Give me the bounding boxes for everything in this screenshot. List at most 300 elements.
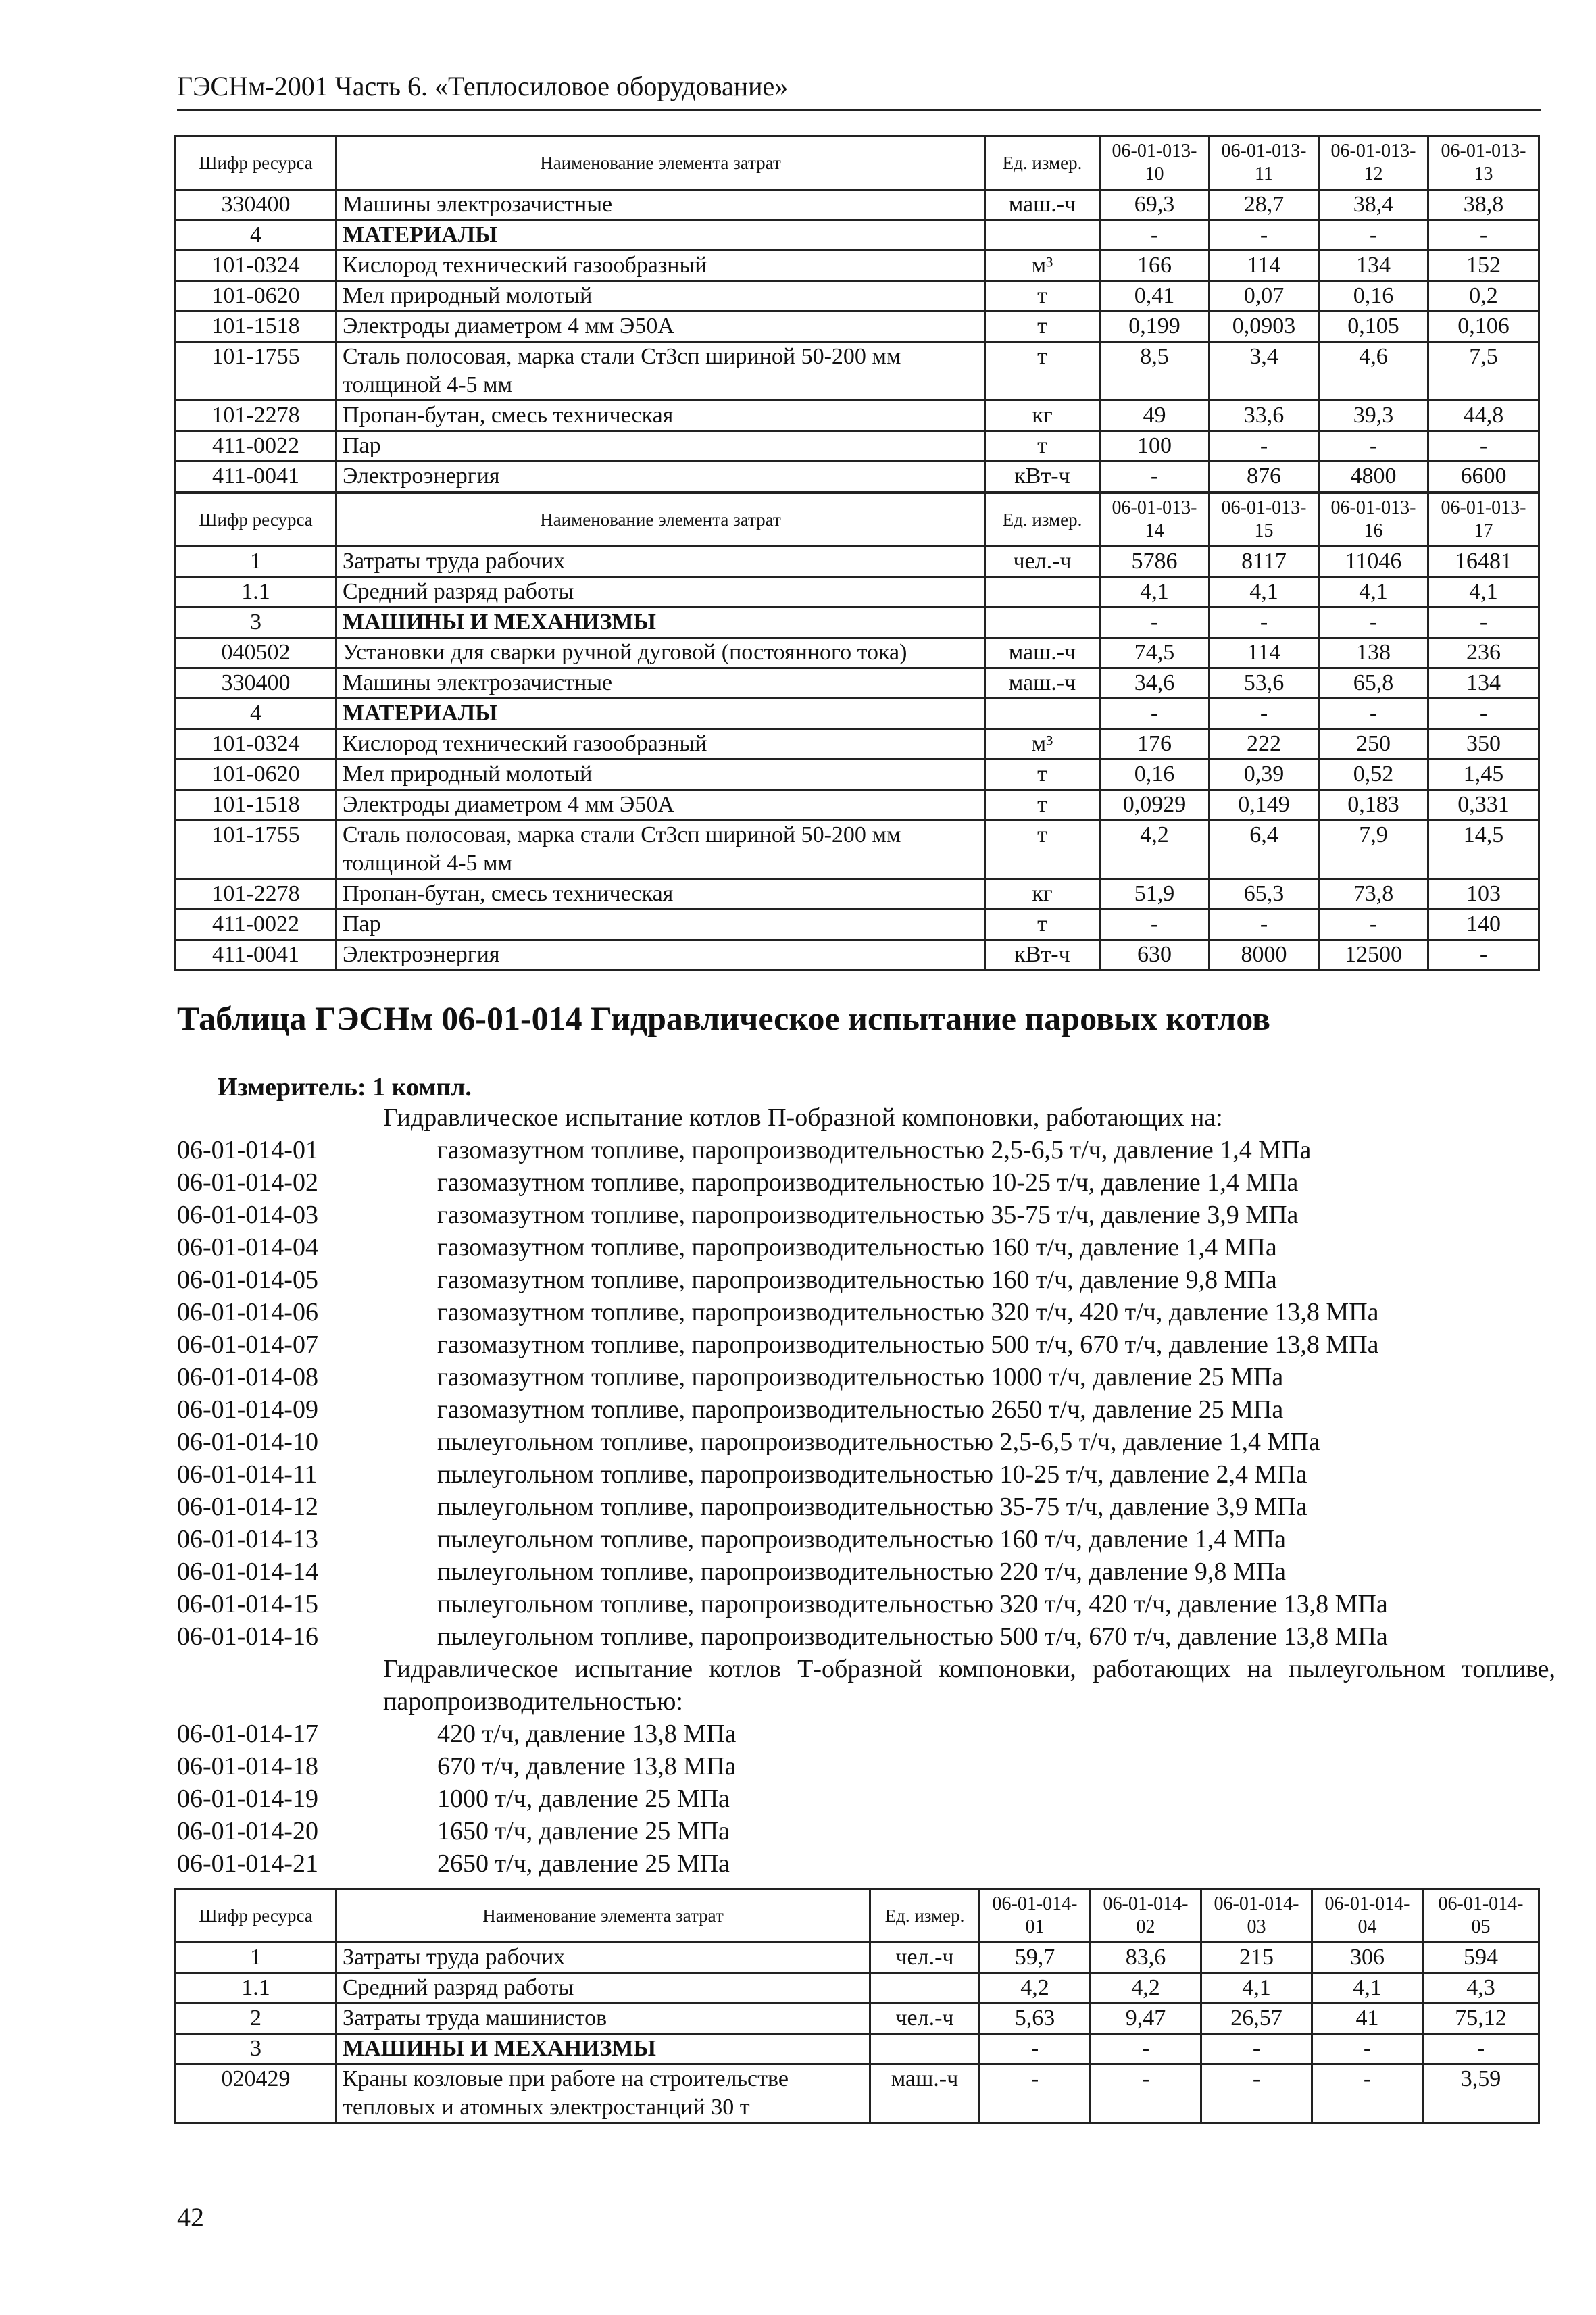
unit-cell: т [985,820,1100,879]
resource-code: 3 [176,607,336,638]
table-row [176,940,1539,970]
resource-code: 3 [176,2034,336,2064]
resource-name: Пар [336,910,985,940]
item-code: 06-01-014-01 [177,1136,318,1164]
item-text: газомазутном топливе, паропроизводительностью 2650 т/ч, давление 25 МПа [437,1395,1284,1424]
list-item [177,1199,1555,1231]
value-cell: - [1319,220,1428,251]
resource-code: 020429 [176,2064,336,2123]
header-code: Шифр ресурса [176,493,336,547]
header-code: Шифр ресурса [176,1889,336,1943]
value-cell: - [1319,910,1428,940]
list-item [177,1588,1555,1620]
table-row [176,638,1539,668]
item-text: 2650 т/ч, давление 25 МПа [437,1849,730,1878]
value-cell: 134 [1319,251,1428,281]
list-intro-p: Гидравлическое испытание котлов П-образной компоновки, работающих на: [383,1103,1223,1132]
item-code: 06-01-014-07 [177,1330,318,1359]
unit-cell: т [985,910,1100,940]
resource-name: Установки для сварки ручной дуговой (постоянного тока) [336,638,985,668]
resource-name: Кислород технический газообразный [336,251,985,281]
value-cell: 4,6 [1319,342,1428,401]
table-row [176,1973,1539,2003]
value-cell: 4,2 [1091,1973,1201,2003]
value-cell: 11046 [1319,547,1428,577]
header-code: Шифр ресурса [176,136,336,190]
item-code: 06-01-014-09 [177,1395,318,1424]
value-cell: 49 [1100,401,1210,431]
list-item [177,1166,1555,1199]
value-cell: 4,1 [1201,1973,1312,2003]
value-cell: 4,2 [1100,820,1210,879]
resource-code: 101-1518 [176,312,336,342]
item-text: газомазутном топливе, паропроизводительностью 35-75 т/ч, давление 3,9 МПа [437,1201,1299,1229]
table-row [176,462,1539,492]
item-text: газомазутном топливе, паропроизводительностью 10-25 т/ч, давление 1,4 МПа [437,1168,1299,1197]
header-unit: Ед. измер. [985,136,1100,190]
unit-cell: т [985,342,1100,401]
list-item [177,1328,1555,1361]
list-item [177,1458,1555,1491]
header-col: 06-01-014-04 [1312,1889,1423,1943]
item-code: 06-01-014-05 [177,1266,318,1294]
value-cell: 100 [1100,431,1210,462]
value-cell: 0,16 [1100,760,1210,790]
item-code: 06-01-014-21 [177,1849,318,1878]
unit-cell: чел.-ч [870,2003,980,2034]
value-cell: 0,41 [1100,281,1210,312]
value-cell: 12500 [1319,940,1428,970]
value-cell: 83,6 [1091,1943,1201,1973]
resource-name: Кислород технический газообразный [336,729,985,760]
value-cell: 51,9 [1100,879,1210,910]
item-text: газомазутном топливе, паропроизводительностью 160 т/ч, давление 1,4 МПа [437,1233,1277,1262]
value-cell: 8000 [1210,940,1319,970]
header-col: 06-01-014-02 [1091,1889,1201,1943]
item-code: 06-01-014-20 [177,1817,318,1845]
unit-cell: м³ [985,251,1100,281]
resource-name: Мел природный молотый [336,760,985,790]
header-name: Наименование элемента затрат [336,1889,870,1943]
unit-cell: чел.-ч [870,1943,980,1973]
item-text: газомазутном топливе, паропроизводительностью 1000 т/ч, давление 25 МПа [437,1363,1284,1391]
resource-name: Краны козловые при работе на строительстве тепловых и атомных электростанций 30 т [336,2064,870,2123]
value-cell: 0,149 [1210,790,1319,820]
value-cell: 5,63 [980,2003,1091,2034]
table-row [176,820,1539,879]
value-cell: - [1100,699,1210,729]
value-cell: 6600 [1428,462,1539,492]
header-unit: Ед. измер. [870,1889,980,1943]
value-cell: 0,52 [1319,760,1428,790]
list-item [177,1393,1555,1426]
header-col: 06-01-013-12 [1319,136,1428,190]
resource-code: 4 [176,220,336,251]
item-code: 06-01-014-10 [177,1428,318,1456]
value-cell: 176 [1100,729,1210,760]
value-cell: 140 [1428,910,1539,940]
resource-code: 101-0324 [176,251,336,281]
value-cell: - [1428,431,1539,462]
header-col: 06-01-013-14 [1100,493,1210,547]
unit-cell [985,577,1100,607]
item-code: 06-01-014-03 [177,1201,318,1229]
table-row [176,2034,1539,2064]
value-cell: - [1319,607,1428,638]
item-code: 06-01-014-04 [177,1233,318,1262]
list-item [177,1718,1555,1750]
page-number: 42 [177,2202,204,2233]
header-col: 06-01-013-17 [1428,493,1539,547]
value-cell: 0,39 [1210,760,1319,790]
value-cell: 74,5 [1100,638,1210,668]
value-cell: 250 [1319,729,1428,760]
resource-table-013-10-13 [174,135,1540,493]
resource-code: 330400 [176,668,336,699]
value-cell: - [1091,2034,1201,2064]
value-cell: 4,1 [1210,577,1319,607]
list-item [177,1426,1555,1458]
value-cell: 73,8 [1319,879,1428,910]
resource-name: Сталь полосовая, марка стали Ст3сп шириной 50-200 мм толщиной 4-5 мм [336,342,985,401]
item-code: 06-01-014-08 [177,1363,318,1391]
norm-list [177,1101,1555,1880]
item-code: 06-01-014-02 [177,1168,318,1197]
item-code: 06-01-014-14 [177,1558,318,1586]
value-cell: 39,3 [1319,401,1428,431]
resource-code: 1 [176,1943,336,1973]
resource-code: 101-2278 [176,401,336,431]
unit-cell: кВт-ч [985,462,1100,492]
value-cell: - [1201,2064,1312,2123]
resource-code: 101-0620 [176,281,336,312]
value-cell: 0,16 [1319,281,1428,312]
value-cell: 114 [1210,638,1319,668]
unit-cell: маш.-ч [985,668,1100,699]
value-cell: - [1100,220,1210,251]
value-cell: - [1428,607,1539,638]
value-cell: 166 [1100,251,1210,281]
value-cell: 44,8 [1428,401,1539,431]
value-cell: 8117 [1210,547,1319,577]
resource-code: 101-1755 [176,820,336,879]
value-cell: - [980,2064,1091,2123]
item-code: 06-01-014-16 [177,1622,318,1651]
resource-name: Мел природный молотый [336,281,985,312]
value-cell: 65,8 [1319,668,1428,699]
resource-name: Средний разряд работы [336,577,985,607]
unit-cell: т [985,790,1100,820]
unit-cell: чел.-ч [985,547,1100,577]
value-cell: 65,3 [1210,879,1319,910]
list-item [177,1523,1555,1555]
table-row [176,312,1539,342]
resource-name: Электроды диаметром 4 мм Э50А [336,790,985,820]
resource-name: Пар [336,431,985,462]
item-text: газомазутном топливе, паропроизводительностью 160 т/ч, давление 9,8 МПа [437,1266,1277,1294]
value-cell: 1,45 [1428,760,1539,790]
resource-code: 101-1755 [176,342,336,401]
table-row [176,760,1539,790]
item-code: 06-01-014-06 [177,1298,318,1326]
unit-cell: т [985,431,1100,462]
resource-name: Электроэнергия [336,940,985,970]
value-cell: 75,12 [1423,2003,1539,2034]
unit-cell: т [985,760,1100,790]
unit-cell: м³ [985,729,1100,760]
resource-name: Машины электрозачистные [336,190,985,220]
value-cell: 103 [1428,879,1539,910]
list-item [177,1783,1555,1815]
header-col: 06-01-014-01 [980,1889,1091,1943]
item-text: пылеугольном топливе, паропроизводительностью 220 т/ч, давление 9,8 МПа [437,1558,1286,1586]
value-cell: 59,7 [980,1943,1091,1973]
value-cell: - [1319,699,1428,729]
resource-code: 411-0022 [176,431,336,462]
value-cell: 69,3 [1100,190,1210,220]
resource-code: 1 [176,547,336,577]
table-row [176,910,1539,940]
unit-cell: кВт-ч [985,940,1100,970]
value-cell: 33,6 [1210,401,1319,431]
value-cell: 28,7 [1210,190,1319,220]
resource-name: Электроэнергия [336,462,985,492]
section-heading: МАТЕРИАЛЫ [336,699,985,729]
resource-code: 040502 [176,638,336,668]
unit-cell: кг [985,401,1100,431]
value-cell: 53,6 [1210,668,1319,699]
item-text: газомазутном топливе, паропроизводительностью 320 т/ч, 420 т/ч, давление 13,8 МПа [437,1298,1379,1326]
resource-name: Затраты труда машинистов [336,2003,870,2034]
item-code: 06-01-014-18 [177,1752,318,1781]
item-text: 420 т/ч, давление 13,8 МПа [437,1720,737,1748]
list-item [177,1491,1555,1523]
unit-cell [870,1973,980,2003]
header-col: 06-01-014-05 [1423,1889,1539,1943]
header-name: Наименование элемента затрат [336,136,985,190]
value-cell: 138 [1319,638,1428,668]
list-item [177,1847,1555,1880]
value-cell: 114 [1210,251,1319,281]
value-cell: - [1100,462,1210,492]
table-row [176,2003,1539,2034]
item-text: пылеугольном топливе, паропроизводительностью 160 т/ч, давление 1,4 МПа [437,1525,1286,1553]
resource-code: 411-0022 [176,910,336,940]
value-cell: 134 [1428,668,1539,699]
value-cell: - [980,2034,1091,2064]
table-row [176,547,1539,577]
section-heading: МАТЕРИАЛЫ [336,220,985,251]
measure-unit: Измеритель: 1 компл. [218,1073,472,1101]
value-cell: - [1091,2064,1201,2123]
unit-cell [985,220,1100,251]
value-cell: 38,4 [1319,190,1428,220]
value-cell: - [1319,431,1428,462]
value-cell: 0,07 [1210,281,1319,312]
table-row [176,577,1539,607]
unit-cell [985,699,1100,729]
item-text: пылеугольном топливе, паропроизводительностью 10-25 т/ч, давление 2,4 МПа [437,1460,1307,1489]
item-code: 06-01-014-12 [177,1493,318,1521]
value-cell: 6,4 [1210,820,1319,879]
list-item [177,1296,1555,1328]
unit-cell [870,2034,980,2064]
resource-code: 101-0324 [176,729,336,760]
resource-code: 4 [176,699,336,729]
resource-name: Затраты труда рабочих [336,1943,870,1973]
resource-name: Пропан-бутан, смесь техническая [336,879,985,910]
value-cell: 4800 [1319,462,1428,492]
unit-cell [985,607,1100,638]
resource-code: 1.1 [176,1973,336,2003]
list-item [177,1555,1555,1588]
value-cell: - [1210,699,1319,729]
table-row [176,790,1539,820]
value-cell: 14,5 [1428,820,1539,879]
item-text: пылеугольном топливе, паропроизводительностью 35-75 т/ч, давление 3,9 МПа [437,1493,1307,1521]
unit-cell: т [985,281,1100,312]
item-code: 06-01-014-15 [177,1590,318,1618]
table-row [176,281,1539,312]
value-cell: - [1100,607,1210,638]
value-cell: - [1210,220,1319,251]
value-cell: 4,3 [1423,1973,1539,2003]
value-cell: - [1428,699,1539,729]
header-rule [177,109,1541,111]
value-cell: 0,183 [1319,790,1428,820]
header-col: 06-01-014-03 [1201,1889,1312,1943]
resource-name: Пропан-бутан, смесь техническая [336,401,985,431]
table-row [176,607,1539,638]
value-cell: 16481 [1428,547,1539,577]
value-cell: 4,1 [1428,577,1539,607]
unit-cell: т [985,312,1100,342]
resource-code: 2 [176,2003,336,2034]
table-row [176,1943,1539,1973]
value-cell: 222 [1210,729,1319,760]
value-cell: 215 [1201,1943,1312,1973]
resource-name: Средний разряд работы [336,1973,870,2003]
list-item [177,1815,1555,1847]
unit-cell: маш.-ч [985,190,1100,220]
value-cell: 0,106 [1428,312,1539,342]
resource-code: 411-0041 [176,940,336,970]
value-cell: 630 [1100,940,1210,970]
table-row [176,2064,1539,2123]
value-cell: 3,59 [1423,2064,1539,2123]
value-cell: 38,8 [1428,190,1539,220]
value-cell: - [1312,2064,1423,2123]
list-item [177,1231,1555,1264]
header-col: 06-01-013-16 [1319,493,1428,547]
value-cell: 8,5 [1100,342,1210,401]
value-cell: 306 [1312,1943,1423,1973]
resource-code: 411-0041 [176,462,336,492]
list-item [177,1620,1555,1653]
value-cell: - [1210,431,1319,462]
unit-cell: кг [985,879,1100,910]
value-cell: - [1312,2034,1423,2064]
table-row [176,220,1539,251]
item-text: 1650 т/ч, давление 25 МПа [437,1817,730,1845]
value-cell: 34,6 [1100,668,1210,699]
value-cell: 0,0903 [1210,312,1319,342]
value-cell: 3,4 [1210,342,1319,401]
resource-code: 330400 [176,190,336,220]
value-cell: 4,1 [1312,1973,1423,2003]
value-cell: - [1100,910,1210,940]
value-cell: - [1428,220,1539,251]
resource-code: 101-1518 [176,790,336,820]
item-text: газомазутном топливе, паропроизводительностью 2,5-6,5 т/ч, давление 1,4 МПа [437,1136,1312,1164]
value-cell: 0,2 [1428,281,1539,312]
item-text: пылеугольном топливе, паропроизводительностью 2,5-6,5 т/ч, давление 1,4 МПа [437,1428,1320,1456]
item-text: газомазутном топливе, паропроизводительностью 500 т/ч, 670 т/ч, давление 13,8 МПа [437,1330,1379,1359]
list-item [177,1134,1555,1166]
value-cell: 594 [1423,1943,1539,1973]
list-item [177,1361,1555,1393]
item-code: 06-01-014-17 [177,1720,318,1748]
table-row [176,251,1539,281]
value-cell: 7,9 [1319,820,1428,879]
item-text: пылеугольном топливе, паропроизводительностью 500 т/ч, 670 т/ч, давление 13,8 МПа [437,1622,1388,1651]
resource-name: Машины электрозачистные [336,668,985,699]
header-col: 06-01-013-13 [1428,136,1539,190]
resource-name: Электроды диаметром 4 мм Э50А [336,312,985,342]
header-name: Наименование элемента затрат [336,493,985,547]
unit-cell: маш.-ч [985,638,1100,668]
value-cell: 9,47 [1091,2003,1201,2034]
item-code: 06-01-014-11 [177,1460,318,1489]
unit-cell: маш.-ч [870,2064,980,2123]
section-heading: МАШИНЫ И МЕХАНИЗМЫ [336,2034,870,2064]
list-intro-t: Гидравлическое испытание котлов Т-образной компоновки, работающих на пылеугольном топливе, паропроизводительностью: [383,1655,1555,1716]
value-cell: - [1201,2034,1312,2064]
value-cell: - [1210,910,1319,940]
value-cell: - [1210,607,1319,638]
list-item [177,1750,1555,1783]
header-col: 06-01-013-11 [1210,136,1319,190]
value-cell: 0,331 [1428,790,1539,820]
value-cell: 4,2 [980,1973,1091,2003]
resource-code: 1.1 [176,577,336,607]
resource-table-014-01-05 [174,1888,1540,2124]
value-cell: 350 [1428,729,1539,760]
table-row [176,190,1539,220]
value-cell: 5786 [1100,547,1210,577]
value-cell: 4,1 [1319,577,1428,607]
item-code: 06-01-014-13 [177,1525,318,1553]
table-row [176,668,1539,699]
resource-code: 101-0620 [176,760,336,790]
table-row [176,879,1539,910]
table-row [176,699,1539,729]
table-row [176,401,1539,431]
value-cell: 0,199 [1100,312,1210,342]
resource-code: 101-2278 [176,879,336,910]
value-cell: 4,1 [1100,577,1210,607]
table-row [176,729,1539,760]
value-cell: 236 [1428,638,1539,668]
resource-table-013-14-17 [174,492,1540,971]
resource-name: Затраты труда рабочих [336,547,985,577]
table-row [176,431,1539,462]
value-cell: 26,57 [1201,2003,1312,2034]
value-cell: - [1428,940,1539,970]
section-title: Таблица ГЭСНм 06-01-014 Гидравлическое испытание паровых котлов [177,999,1271,1037]
value-cell: 0,0929 [1100,790,1210,820]
list-item [177,1264,1555,1296]
